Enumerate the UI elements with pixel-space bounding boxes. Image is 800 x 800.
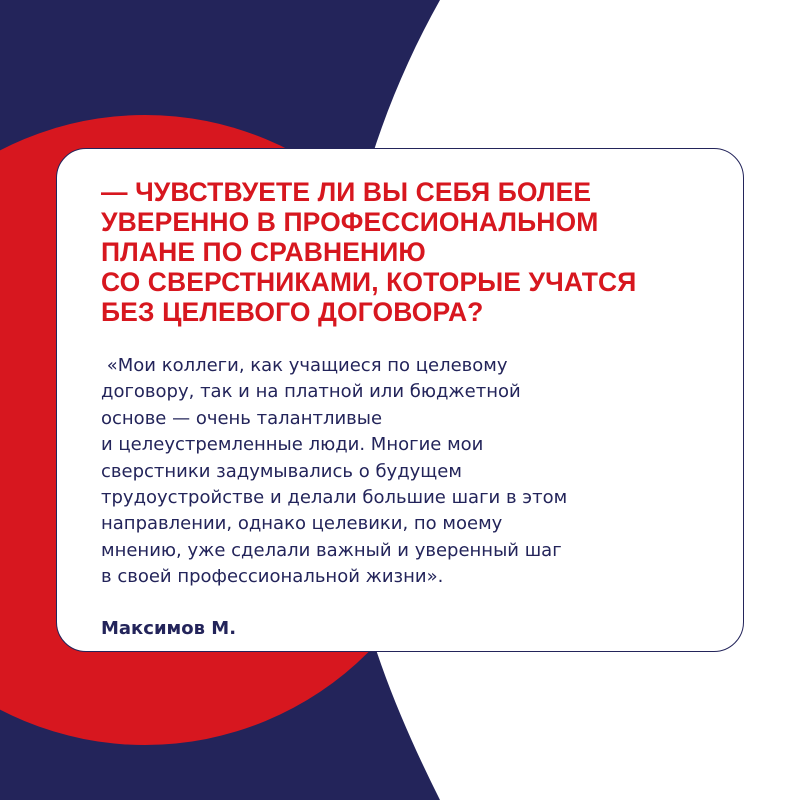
quote-line: мнению, уже сделали важный и уверенный шаг — [101, 539, 562, 561]
question-line: УВЕРЕННО В ПРОФЕССИОНАЛЬНОМ — [101, 207, 599, 237]
quote-author: Максимов М. — [101, 617, 237, 639]
quote-line: «Мои коллеги, как учащиеся по целевому — [101, 355, 508, 376]
question-line: — ЧУВСТВУЕТЕ ЛИ ВЫ СЕБЯ БОЛЕЕ — [101, 177, 592, 207]
question-line: БЕЗ ЦЕЛЕВОГО ДОГОВОРА? — [101, 297, 484, 327]
quote-line: и целеустремленные люди. Многие мои — [101, 434, 484, 456]
question-heading — [101, 177, 703, 327]
quote-line: сверстники задумывались о будущем — [101, 460, 462, 482]
quote-line: в своей профессиональной жизни». — [101, 566, 444, 588]
question-line: СО СВЕРСТНИКАМИ, КОТОРЫЕ УЧАТСЯ — [101, 267, 637, 297]
quote-line: трудоустройстве и делали большие шаги в этом — [101, 487, 568, 509]
quote-card — [56, 148, 744, 652]
quote-line: договору, так и на платной или бюджетной — [101, 381, 521, 403]
question-line: ПЛАНЕ ПО СРАВНЕНИЮ — [101, 237, 426, 267]
quote-text — [101, 353, 703, 591]
quote-line: направлении, однако целевики, по моему — [101, 513, 503, 535]
quote-line: основе — очень талантливые — [101, 407, 383, 429]
